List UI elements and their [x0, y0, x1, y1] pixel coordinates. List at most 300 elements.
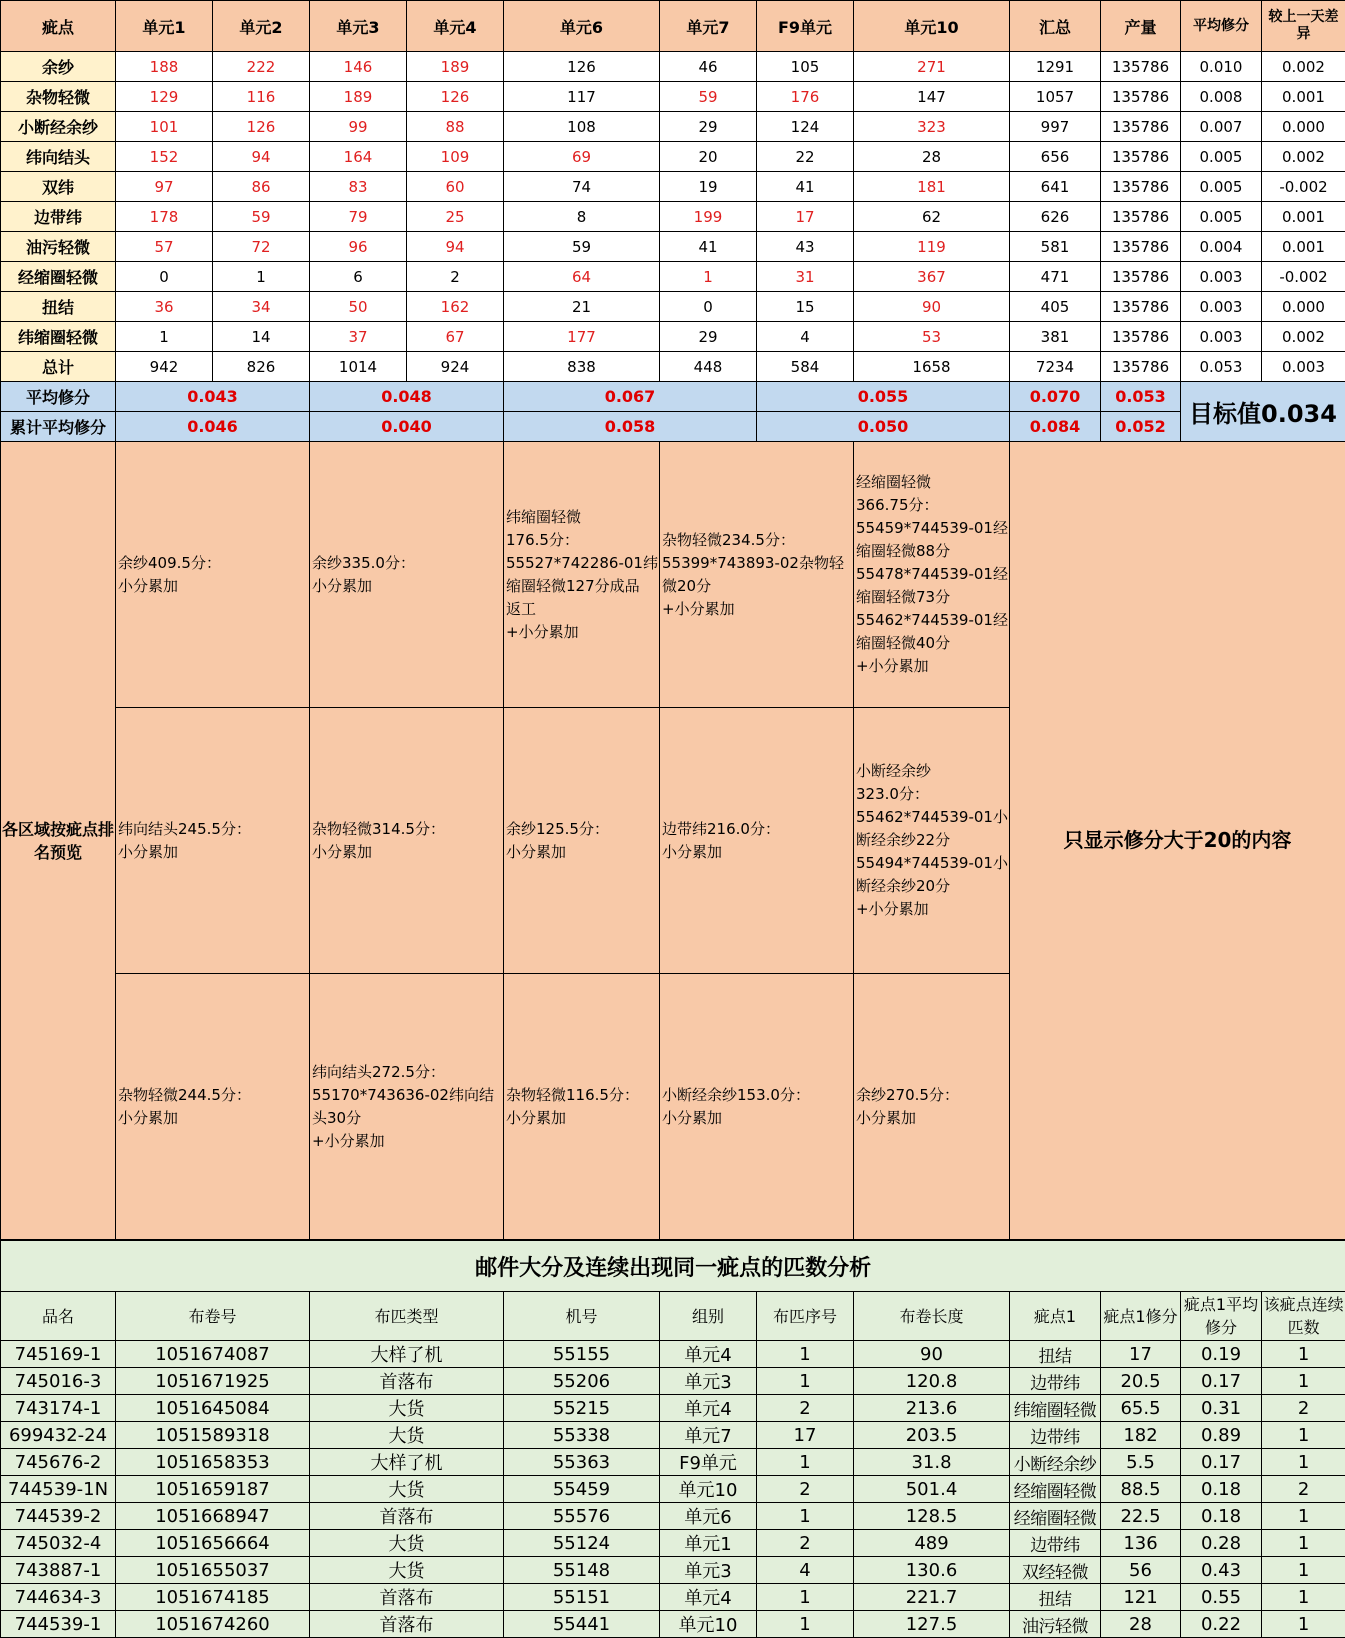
defect-count-cell: 924 [407, 352, 504, 382]
preview-line: 缩圈轻微73分 [856, 588, 951, 606]
analysis-cell: 88.5 [1101, 1476, 1181, 1503]
average-value: 0.070 [1010, 382, 1101, 412]
defect-row [1, 52, 1345, 82]
analysis-cell: 1 [757, 1611, 854, 1638]
preview-line: 323.0分： [856, 785, 929, 803]
defect-count-cell: 164 [310, 142, 407, 172]
preview-line: 断经余纱22分 [856, 831, 951, 849]
analysis-cell: 大样了机 [310, 1449, 504, 1476]
analysis-row [1, 1368, 1345, 1395]
defect-count-cell: 126 [407, 82, 504, 112]
analysis-cell: 单元3 [660, 1368, 757, 1395]
cumulative-average-value: 0.046 [116, 412, 310, 442]
analysis-cell: 55459 [504, 1476, 660, 1503]
preview-cell [660, 974, 854, 1240]
analysis-cell: 28 [1101, 1611, 1181, 1638]
defect-count-cell: 656 [1010, 142, 1101, 172]
defect-count-cell: 74 [504, 172, 660, 202]
preview-line: 经缩圈轻微 [856, 473, 932, 491]
preview-line: 小分累加 [118, 1108, 179, 1127]
defect-count-cell: 36 [116, 292, 213, 322]
defect-count-cell: 6 [310, 262, 407, 292]
preview-line: 小分累加 [856, 1108, 917, 1127]
analysis-cell: 单元10 [660, 1476, 757, 1503]
analysis-cell: 5.5 [1101, 1449, 1181, 1476]
analysis-cell: 136 [1101, 1530, 1181, 1557]
defect-count-cell: 135786 [1101, 52, 1181, 82]
analysis-cell: 0.22 [1181, 1611, 1262, 1638]
preview-line: +小分累加 [856, 657, 929, 675]
defect-count-cell: 59 [213, 202, 310, 232]
defect-row [1, 112, 1345, 142]
defect-count-cell: 135786 [1101, 322, 1181, 352]
defect-count-cell: 0.002 [1262, 52, 1345, 82]
defect-count-cell: 135786 [1101, 352, 1181, 382]
defect-row [1, 232, 1345, 262]
analysis-cell: 0.18 [1181, 1476, 1262, 1503]
defect-name: 纬缩圈轻微 [1, 322, 116, 352]
defect-count-cell: 0.053 [1181, 352, 1262, 382]
defect-count-cell: 581 [1010, 232, 1101, 262]
defect-count-cell: 0 [660, 292, 757, 322]
analysis-cell: 128.5 [854, 1503, 1010, 1530]
defect-count-cell: 20 [660, 142, 757, 172]
analysis-cell: 边带纬 [1010, 1530, 1101, 1557]
defect-count-cell: 0.003 [1181, 322, 1262, 352]
analysis-cell: 2 [757, 1530, 854, 1557]
defect-count-cell: 0.001 [1262, 82, 1345, 112]
analysis-cell: 扭结 [1010, 1584, 1101, 1611]
cumulative-average-label: 累计平均修分 [1, 412, 116, 442]
analysis-cell: 1051655037 [116, 1557, 310, 1584]
analysis-cell: 121 [1101, 1584, 1181, 1611]
defect-row [1, 292, 1345, 322]
defect-count-cell: 2 [407, 262, 504, 292]
analysis-cell: 1 [1262, 1530, 1345, 1557]
column-header: 单元7 [660, 1, 757, 52]
defect-count-cell: 367 [854, 262, 1010, 292]
analysis-cell: 1 [1262, 1503, 1345, 1530]
analysis-cell: 699432-24 [1, 1422, 116, 1449]
defect-count-cell: 101 [116, 112, 213, 142]
defect-count-cell: 21 [504, 292, 660, 322]
analysis-cell: 744539-1 [1, 1611, 116, 1638]
preview-cell [854, 442, 1010, 708]
defect-count-cell: 43 [757, 232, 854, 262]
analysis-cell: 55576 [504, 1503, 660, 1530]
preview-line: 55527*742286-01纬 [506, 553, 658, 572]
analysis-cell: 17 [757, 1422, 854, 1449]
analysis-cell: 1 [757, 1449, 854, 1476]
preview-line: 小分累加 [312, 842, 373, 861]
preview-line: 小分累加 [662, 1108, 723, 1127]
analysis-title-row [1, 1241, 1345, 1292]
analysis-cell: 单元3 [660, 1557, 757, 1584]
analysis-cell: 1051659187 [116, 1476, 310, 1503]
analysis-cell: 首落布 [310, 1611, 504, 1638]
defect-count-cell: 162 [407, 292, 504, 322]
cumulative-average-row [1, 412, 1345, 442]
analysis-column-header: 疵点1 [1010, 1292, 1101, 1341]
defect-count-cell: 117 [504, 82, 660, 112]
analysis-cell: 0.43 [1181, 1557, 1262, 1584]
defect-count-cell: 0.005 [1181, 172, 1262, 202]
preview-line: 缩圈轻微40分 [856, 634, 951, 652]
defect-count-cell: 29 [660, 322, 757, 352]
analysis-cell: 1051658353 [116, 1449, 310, 1476]
preview-line: 176.5分： [506, 530, 579, 549]
defect-count-cell: 381 [1010, 322, 1101, 352]
defect-count-cell: 997 [1010, 112, 1101, 142]
defect-count-cell: 94 [407, 232, 504, 262]
analysis-row [1, 1584, 1345, 1611]
preview-line: 余纱270.5分： [856, 1085, 959, 1104]
analysis-column-header: 疵点1平均修分 [1181, 1292, 1262, 1341]
preview-line: 小断经余纱153.0分： [662, 1085, 810, 1104]
analysis-cell: 55206 [504, 1368, 660, 1395]
analysis-cell: 1051645084 [116, 1395, 310, 1422]
defect-count-cell: 0.005 [1181, 202, 1262, 232]
preview-cell [310, 974, 504, 1240]
analysis-column-header: 品名 [1, 1292, 116, 1341]
defect-count-cell: 83 [310, 172, 407, 202]
preview-line: 余纱409.5分： [118, 553, 221, 572]
defect-count-cell: 222 [213, 52, 310, 82]
target-value: 目标值0.034 [1181, 382, 1345, 442]
analysis-cell: 1 [1262, 1611, 1345, 1638]
preview-cell [116, 708, 310, 974]
analysis-column-header: 布匹序号 [757, 1292, 854, 1341]
analysis-cell: 745032-4 [1, 1530, 116, 1557]
column-header: 较上一天差异 [1262, 1, 1345, 52]
defect-name: 余纱 [1, 52, 116, 82]
defect-row [1, 142, 1345, 172]
preview-line: 余纱335.0分： [312, 553, 415, 572]
defect-count-cell: 7234 [1010, 352, 1101, 382]
analysis-cell: 大样了机 [310, 1341, 504, 1368]
defect-count-cell: 942 [116, 352, 213, 382]
defect-count-cell: 838 [504, 352, 660, 382]
analysis-cell: 边带纬 [1010, 1368, 1101, 1395]
analysis-cell: 1 [1262, 1557, 1345, 1584]
preview-cell [310, 708, 504, 974]
analysis-table [0, 1240, 1345, 1638]
column-header: 单元4 [407, 1, 504, 52]
analysis-cell: 55124 [504, 1530, 660, 1557]
defect-count-cell: 41 [757, 172, 854, 202]
defect-count-cell: 152 [116, 142, 213, 172]
average-value: 0.048 [310, 382, 504, 412]
analysis-row [1, 1341, 1345, 1368]
analysis-cell: 1 [1262, 1368, 1345, 1395]
analysis-cell: 大货 [310, 1530, 504, 1557]
analysis-cell: 0.17 [1181, 1368, 1262, 1395]
defect-count-cell: 17 [757, 202, 854, 232]
defect-row [1, 202, 1345, 232]
analysis-title: 邮件大分及连续出现同一疵点的匹数分析 [1, 1241, 1345, 1292]
defect-count-cell: 0.003 [1262, 352, 1345, 382]
defect-count-cell: 116 [213, 82, 310, 112]
analysis-cell: 65.5 [1101, 1395, 1181, 1422]
analysis-header-row [1, 1292, 1345, 1341]
defect-count-cell: 0.004 [1181, 232, 1262, 262]
analysis-cell: 127.5 [854, 1611, 1010, 1638]
preview-line: 杂物轻微234.5分： [662, 530, 795, 549]
defect-count-cell: 0.005 [1181, 142, 1262, 172]
analysis-column-header: 布卷长度 [854, 1292, 1010, 1341]
defect-count-cell: 109 [407, 142, 504, 172]
analysis-cell: 489 [854, 1530, 1010, 1557]
defect-count-cell: 323 [854, 112, 1010, 142]
defect-count-cell: 72 [213, 232, 310, 262]
preview-cell [116, 974, 310, 1240]
analysis-cell: 213.6 [854, 1395, 1010, 1422]
defect-count-cell: 0.001 [1262, 202, 1345, 232]
average-row [1, 382, 1345, 412]
defect-count-cell: 53 [854, 322, 1010, 352]
analysis-cell: 扭结 [1010, 1341, 1101, 1368]
defect-count-cell: 405 [1010, 292, 1101, 322]
preview-cell [116, 442, 310, 708]
defect-count-cell: 0.002 [1262, 142, 1345, 172]
analysis-column-header: 该疵点连续匹数 [1262, 1292, 1345, 1341]
preview-line: 小分累加 [506, 842, 567, 861]
defect-count-cell: 96 [310, 232, 407, 262]
defect-count-cell: 826 [213, 352, 310, 382]
defect-count-cell: 0.000 [1262, 112, 1345, 142]
defect-row [1, 322, 1345, 352]
analysis-cell: F9单元 [660, 1449, 757, 1476]
cumulative-average-value: 0.084 [1010, 412, 1101, 442]
preview-cell [660, 708, 854, 974]
defect-count-cell: 108 [504, 112, 660, 142]
analysis-cell: 0.18 [1181, 1503, 1262, 1530]
preview-row [1, 442, 1345, 708]
analysis-cell: 2 [757, 1395, 854, 1422]
analysis-cell: 经缩圈轻微 [1010, 1503, 1101, 1530]
preview-line: 断经余纱20分 [856, 877, 951, 895]
analysis-cell: 单元4 [660, 1341, 757, 1368]
analysis-column-header: 机号 [504, 1292, 660, 1341]
analysis-cell: 首落布 [310, 1584, 504, 1611]
analysis-cell: 744634-3 [1, 1584, 116, 1611]
defect-count-cell: 62 [854, 202, 1010, 232]
defect-count-cell: 199 [660, 202, 757, 232]
preview-line: 杂物轻微314.5分： [312, 819, 445, 838]
analysis-cell: 0.17 [1181, 1449, 1262, 1476]
defect-count-cell: 135786 [1101, 262, 1181, 292]
defect-row [1, 352, 1345, 382]
cumulative-average-value: 0.050 [757, 412, 1010, 442]
preview-side-label: 各区域按疵点排名预览 [1, 442, 116, 1240]
defect-count-cell: 4 [757, 322, 854, 352]
analysis-cell: 1051671925 [116, 1368, 310, 1395]
analysis-cell: 双经轻微 [1010, 1557, 1101, 1584]
column-header: 平均修分 [1181, 1, 1262, 52]
preview-line: 小断经余纱 [856, 762, 932, 780]
defect-count-cell: 34 [213, 292, 310, 322]
defect-count-cell: 15 [757, 292, 854, 322]
preview-note: 只显示修分大于20的内容 [1010, 442, 1345, 1240]
analysis-cell: 745169-1 [1, 1341, 116, 1368]
preview-line: 55478*744539-01经 [856, 565, 1008, 583]
analysis-cell: 1051656664 [116, 1530, 310, 1557]
defect-count-cell: 8 [504, 202, 660, 232]
defect-count-cell: -0.002 [1262, 262, 1345, 292]
defect-count-cell: 135786 [1101, 82, 1181, 112]
analysis-cell: 501.4 [854, 1476, 1010, 1503]
average-value: 0.055 [757, 382, 1010, 412]
analysis-cell: 大货 [310, 1395, 504, 1422]
average-label: 平均修分 [1, 382, 116, 412]
defect-count-cell: 135786 [1101, 232, 1181, 262]
analysis-cell: 1051674260 [116, 1611, 310, 1638]
defect-count-cell: 271 [854, 52, 1010, 82]
preview-cell [854, 708, 1010, 974]
analysis-row [1, 1557, 1345, 1584]
defect-count-cell: 135786 [1101, 292, 1181, 322]
analysis-cell: 1051674185 [116, 1584, 310, 1611]
preview-cell [504, 974, 660, 1240]
analysis-cell: 203.5 [854, 1422, 1010, 1449]
preview-line: 头30分 [312, 1108, 362, 1127]
column-header: 单元2 [213, 1, 310, 52]
analysis-cell: 单元7 [660, 1422, 757, 1449]
analysis-cell: 0.55 [1181, 1584, 1262, 1611]
analysis-cell: 1051668947 [116, 1503, 310, 1530]
column-header: 汇总 [1010, 1, 1101, 52]
preview-cell [504, 442, 660, 708]
defect-count-cell: 90 [854, 292, 1010, 322]
column-header: 产量 [1101, 1, 1181, 52]
analysis-cell: 油污轻微 [1010, 1611, 1101, 1638]
defect-count-cell: 14 [213, 322, 310, 352]
defect-count-cell: 177 [504, 322, 660, 352]
analysis-cell: 首落布 [310, 1368, 504, 1395]
analysis-cell: 边带纬 [1010, 1422, 1101, 1449]
preview-line: +小分累加 [312, 1131, 385, 1150]
defect-count-cell: 57 [116, 232, 213, 262]
column-header: 单元10 [854, 1, 1010, 52]
preview-line: 缩圈轻微88分 [856, 542, 951, 560]
analysis-cell: 1 [757, 1341, 854, 1368]
preview-cell [310, 442, 504, 708]
defect-count-cell: 584 [757, 352, 854, 382]
analysis-cell: 0.19 [1181, 1341, 1262, 1368]
defect-count-cell: 105 [757, 52, 854, 82]
preview-line: 小分累加 [506, 1108, 567, 1127]
defect-count-cell: 88 [407, 112, 504, 142]
analysis-row [1, 1530, 1345, 1557]
analysis-column-header: 布卷号 [116, 1292, 310, 1341]
defect-count-cell: 1 [660, 262, 757, 292]
analysis-cell: 单元4 [660, 1584, 757, 1611]
preview-cell [660, 442, 854, 708]
analysis-cell: 55338 [504, 1422, 660, 1449]
preview-line: 缩圈轻微127分成品 [506, 576, 640, 595]
defect-count-cell: 626 [1010, 202, 1101, 232]
defect-count-cell: 0.001 [1262, 232, 1345, 262]
defect-count-cell: 0.007 [1181, 112, 1262, 142]
defect-count-cell: 99 [310, 112, 407, 142]
preview-line: 微20分 [662, 576, 712, 595]
preview-line: 杂物轻微244.5分： [118, 1085, 251, 1104]
defect-count-cell: 1 [116, 322, 213, 352]
analysis-cell: 单元10 [660, 1611, 757, 1638]
column-header: F9单元 [757, 1, 854, 52]
analysis-cell: 1 [1262, 1341, 1345, 1368]
defect-count-cell: 448 [660, 352, 757, 382]
defect-count-cell: 1 [213, 262, 310, 292]
summary-header-row [1, 1, 1345, 52]
analysis-cell: 1 [1262, 1449, 1345, 1476]
preview-line: 55494*744539-01小 [856, 854, 1008, 872]
defect-count-cell: 471 [1010, 262, 1101, 292]
column-header: 单元6 [504, 1, 660, 52]
defect-count-cell: 31 [757, 262, 854, 292]
defect-count-cell: 124 [757, 112, 854, 142]
analysis-cell: 31.8 [854, 1449, 1010, 1476]
defect-count-cell: 29 [660, 112, 757, 142]
defect-count-cell: 129 [116, 82, 213, 112]
defect-count-cell: 135786 [1101, 172, 1181, 202]
analysis-column-header: 疵点1修分 [1101, 1292, 1181, 1341]
analysis-cell: 55151 [504, 1584, 660, 1611]
analysis-cell: 22.5 [1101, 1503, 1181, 1530]
preview-line: 小分累加 [312, 576, 373, 595]
analysis-cell: 55363 [504, 1449, 660, 1476]
defect-count-cell: 126 [504, 52, 660, 82]
defect-count-cell: 0 [116, 262, 213, 292]
analysis-cell: 1 [757, 1503, 854, 1530]
defect-count-cell: 60 [407, 172, 504, 202]
defect-count-cell: 37 [310, 322, 407, 352]
analysis-cell: 2 [757, 1476, 854, 1503]
cumulative-average-value: 0.040 [310, 412, 504, 442]
defect-count-cell: 135786 [1101, 112, 1181, 142]
defect-name: 杂物轻微 [1, 82, 116, 112]
analysis-cell: 单元1 [660, 1530, 757, 1557]
defect-count-cell: 641 [1010, 172, 1101, 202]
preview-line: 小分累加 [118, 842, 179, 861]
analysis-cell: 1 [757, 1584, 854, 1611]
defect-count-cell: -0.002 [1262, 172, 1345, 202]
defect-count-cell: 178 [116, 202, 213, 232]
defect-name: 小断经余纱 [1, 112, 116, 142]
analysis-cell: 大货 [310, 1422, 504, 1449]
defect-count-cell: 189 [310, 82, 407, 112]
defect-count-cell: 59 [504, 232, 660, 262]
analysis-cell: 743174-1 [1, 1395, 116, 1422]
analysis-cell: 745676-2 [1, 1449, 116, 1476]
defect-count-cell: 28 [854, 142, 1010, 172]
defect-count-cell: 146 [310, 52, 407, 82]
defect-count-cell: 1014 [310, 352, 407, 382]
analysis-cell: 纬缩圈轻微 [1010, 1395, 1101, 1422]
analysis-cell: 745016-3 [1, 1368, 116, 1395]
analysis-cell: 743887-1 [1, 1557, 116, 1584]
analysis-cell: 小断经余纱 [1010, 1449, 1101, 1476]
analysis-column-header: 组别 [660, 1292, 757, 1341]
analysis-cell: 0.28 [1181, 1530, 1262, 1557]
defect-count-cell: 135786 [1101, 202, 1181, 232]
preview-cell [854, 974, 1010, 1240]
defect-count-cell: 1658 [854, 352, 1010, 382]
defect-count-cell: 79 [310, 202, 407, 232]
preview-line: 纬向结头272.5分： [312, 1062, 445, 1081]
analysis-cell: 经缩圈轻微 [1010, 1476, 1101, 1503]
preview-line: 小分累加 [662, 842, 723, 861]
